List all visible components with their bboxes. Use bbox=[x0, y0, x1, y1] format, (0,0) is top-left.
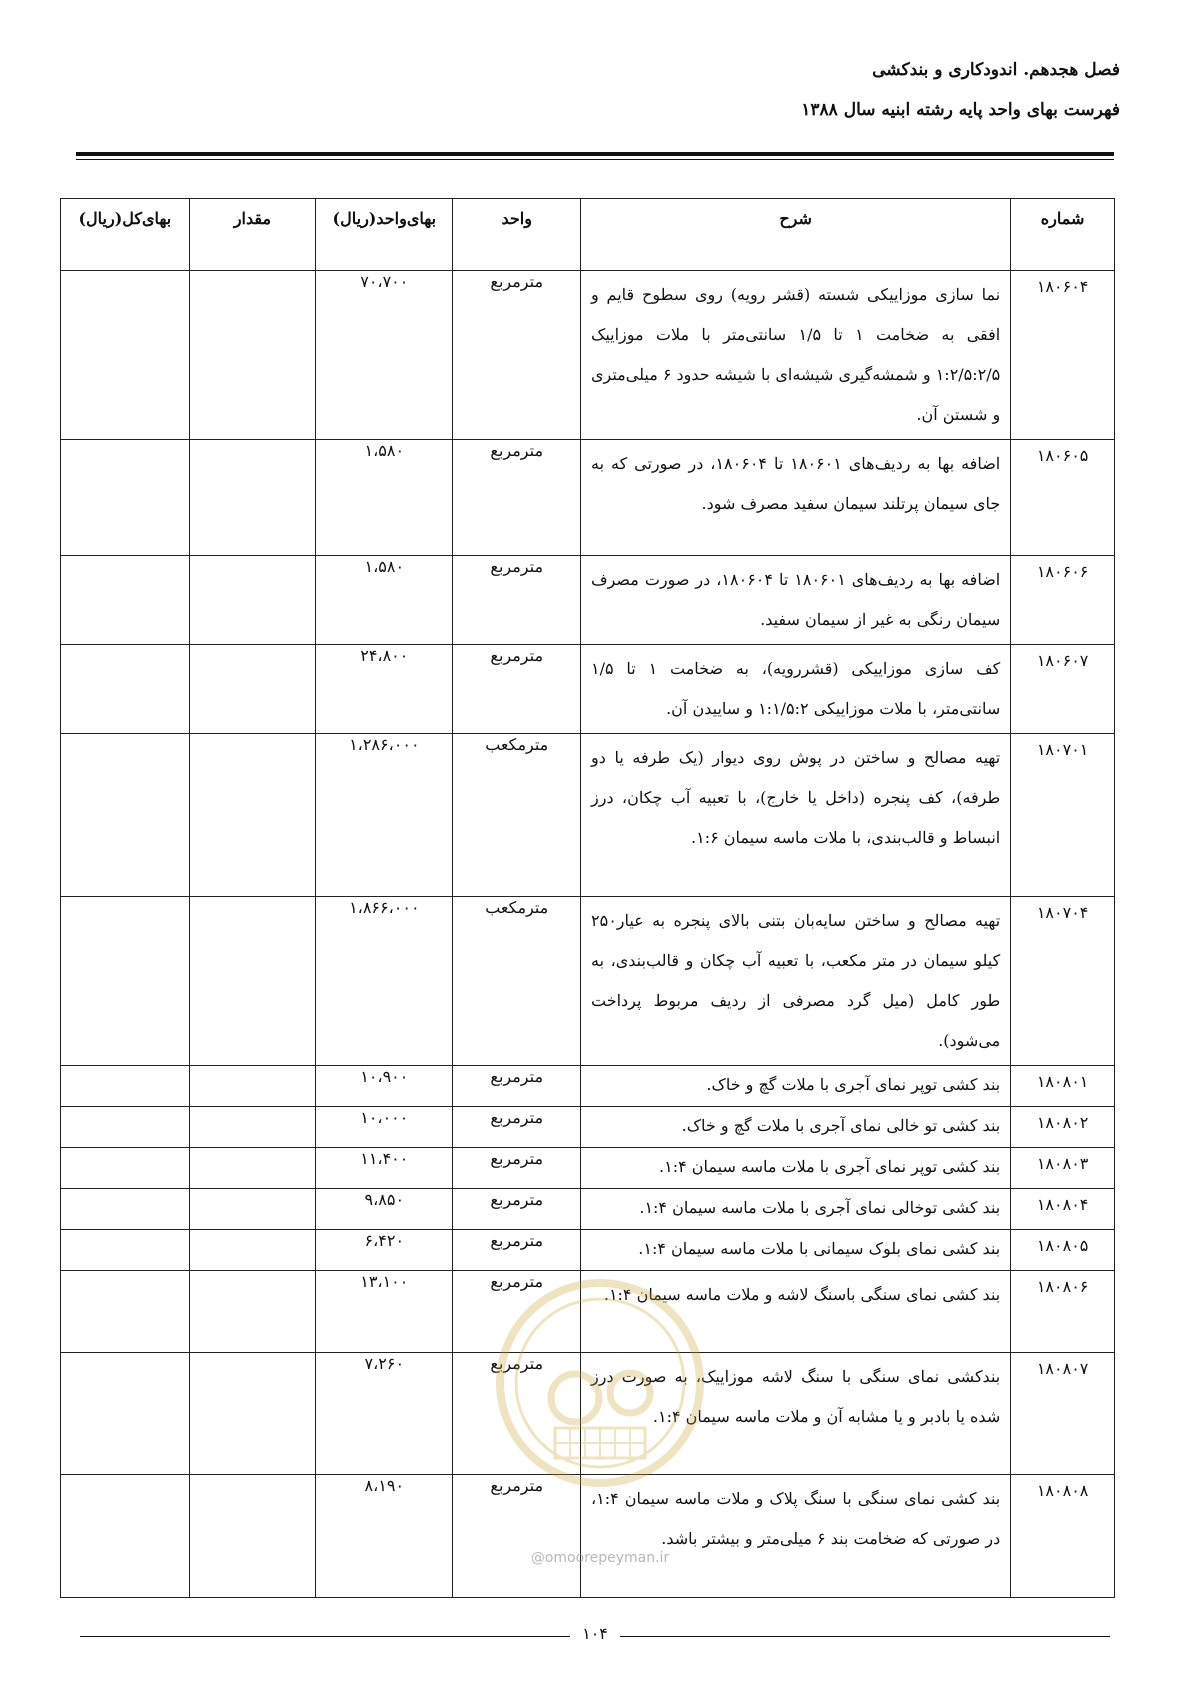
row-unit: مترمربع bbox=[453, 271, 581, 440]
row-number: ۱۸۰۸۰۵ bbox=[1011, 1230, 1115, 1271]
column-header-unit-price: بهای‌واحد(ریال) bbox=[316, 199, 453, 271]
row-quantity bbox=[189, 556, 315, 645]
row-unit-price: ۷۰،۷۰۰ bbox=[316, 271, 453, 440]
row-quantity bbox=[189, 1148, 315, 1189]
row-total-price bbox=[61, 440, 190, 556]
table-row bbox=[61, 440, 1115, 556]
row-unit: مترمربع bbox=[453, 1475, 581, 1598]
row-total-price bbox=[61, 734, 190, 897]
table-row bbox=[61, 1475, 1115, 1598]
row-total-price bbox=[61, 556, 190, 645]
watermark-text: @omoorepeyman.ir bbox=[530, 1550, 670, 1566]
row-description: بند کشی توخالی نمای آجری با ملات ماسه سیمان ۱:۴. bbox=[581, 1189, 1011, 1230]
table-header-row bbox=[61, 199, 1115, 271]
row-number: ۱۸۰۸۰۶ bbox=[1011, 1271, 1115, 1353]
row-unit-price: ۱،۲۸۶،۰۰۰ bbox=[316, 734, 453, 897]
row-total-price bbox=[61, 1230, 190, 1271]
row-number: ۱۸۰۸۰۳ bbox=[1011, 1148, 1115, 1189]
row-quantity bbox=[189, 1066, 315, 1107]
row-description: بند کشی تو خالی نمای آجری با ملات گچ و خاک. bbox=[581, 1107, 1011, 1148]
row-description: بند کشی توپر نمای آجری با ملات ماسه سیمان ۱:۴. bbox=[581, 1148, 1011, 1189]
row-unit-price: ۷،۲۶۰ bbox=[316, 1353, 453, 1475]
header-rule-thin bbox=[76, 159, 1114, 160]
row-quantity bbox=[189, 1189, 315, 1230]
row-unit: مترمکعب bbox=[453, 897, 581, 1066]
row-unit-price: ۱،۵۸۰ bbox=[316, 556, 453, 645]
row-description: بند کشی نمای سنگی با سنگ پلاک و ملات ماسه سیمان ۱:۴، در صورتی که ضخامت بند ۶ میلی‌متر و بیشتر باشد. bbox=[581, 1475, 1011, 1598]
row-description: تهیه مصالح و ساختن سایه‌بان بتنی بالای پنجره به عیار۲۵۰ کیلو سیمان در متر مکعب، با تعبیه آب چکان و قالب‌بندی، به طور کامل (میل گرد مصرفی از ردیف مربوط پرداخت می‌شود). bbox=[581, 897, 1011, 1066]
row-unit: مترمربع bbox=[453, 556, 581, 645]
footer-rule-left bbox=[80, 1636, 570, 1637]
table-row bbox=[61, 1148, 1115, 1189]
row-description: بند کشی توپر نمای آجری با ملات گچ و خاک. bbox=[581, 1066, 1011, 1107]
watermark-seal-icon bbox=[495, 1278, 705, 1488]
row-description: بند کشی نمای بلوک سیمانی با ملات ماسه سیمان ۱:۴. bbox=[581, 1230, 1011, 1271]
row-unit-price: ۶،۴۲۰ bbox=[316, 1230, 453, 1271]
row-total-price bbox=[61, 1475, 190, 1598]
row-total-price bbox=[61, 271, 190, 440]
row-unit: مترمربع bbox=[453, 1189, 581, 1230]
row-unit-price: ۱۰،۰۰۰ bbox=[316, 1107, 453, 1148]
header-rule-thick bbox=[76, 152, 1114, 156]
table-row bbox=[61, 897, 1115, 1066]
row-number: ۱۸۰۸۰۷ bbox=[1011, 1353, 1115, 1475]
row-total-price bbox=[61, 1107, 190, 1148]
row-unit-price: ۱،۸۶۶،۰۰۰ bbox=[316, 897, 453, 1066]
row-description: نما سازی موزاییکی شسته (قشر رویه) روی سطوح قایم و افقی به ضخامت ۱ تا ۱/۵ سانتی‌متر با ملات موزاییک ۱:۲/۵:۲/۵ و شمشه‌گیری شیشه‌ای با شیشه حدود ۶ میلی‌متری و شستن آن. bbox=[581, 271, 1011, 440]
row-number: ۱۸۰۸۰۱ bbox=[1011, 1066, 1115, 1107]
row-description: اضافه بها به ردیف‌های ۱۸۰۶۰۱ تا ۱۸۰۶۰۴، در صورت مصرف سیمان رنگی به غیر از سیمان سفید. bbox=[581, 556, 1011, 645]
row-quantity bbox=[189, 645, 315, 734]
table-row bbox=[61, 1066, 1115, 1107]
row-description: تهیه مصالح و ساختن در پوش روی دیوار (یک طرفه یا دو طرفه)، کف پنجره (داخل یا خارج)، با تعبیه آب چکان، درز انبساط و قالب‌بندی، با ملات ماسه سیمان ۱:۶. bbox=[581, 734, 1011, 897]
row-unit: مترمربع bbox=[453, 440, 581, 556]
row-number: ۱۸۰۶۰۴ bbox=[1011, 271, 1115, 440]
row-unit-price: ۱۰،۹۰۰ bbox=[316, 1066, 453, 1107]
row-total-price bbox=[61, 1148, 190, 1189]
row-number: ۱۸۰۸۰۴ bbox=[1011, 1189, 1115, 1230]
row-quantity bbox=[189, 1271, 315, 1353]
row-total-price bbox=[61, 1271, 190, 1353]
row-unit: مترمربع bbox=[453, 1148, 581, 1189]
row-total-price bbox=[61, 1353, 190, 1475]
page-header bbox=[70, 60, 1120, 126]
table-row bbox=[61, 1189, 1115, 1230]
page-number: ۱۰۴ bbox=[582, 1624, 608, 1643]
row-unit: مترمربع bbox=[453, 1353, 581, 1475]
row-total-price bbox=[61, 1189, 190, 1230]
column-header-number: شماره bbox=[1011, 199, 1115, 271]
row-unit: مترمربع bbox=[453, 1107, 581, 1148]
row-unit-price: ۱۱،۴۰۰ bbox=[316, 1148, 453, 1189]
table-row bbox=[61, 556, 1115, 645]
row-quantity bbox=[189, 897, 315, 1066]
row-quantity bbox=[189, 271, 315, 440]
row-quantity bbox=[189, 1475, 315, 1598]
row-unit: مترمربع bbox=[453, 1271, 581, 1353]
table-row bbox=[61, 271, 1115, 440]
row-number: ۱۸۰۷۰۴ bbox=[1011, 897, 1115, 1066]
footer-rule-right bbox=[620, 1636, 1110, 1637]
column-header-total-price: بهای‌کل(ریال) bbox=[61, 199, 190, 271]
row-quantity bbox=[189, 1353, 315, 1475]
column-header-quantity: مقدار bbox=[189, 199, 315, 271]
row-total-price bbox=[61, 645, 190, 734]
row-quantity bbox=[189, 734, 315, 897]
column-header-unit: واحد bbox=[453, 199, 581, 271]
row-number: ۱۸۰۸۰۸ bbox=[1011, 1475, 1115, 1598]
table-row bbox=[61, 1230, 1115, 1271]
row-quantity bbox=[189, 1107, 315, 1148]
row-number: ۱۸۰۸۰۲ bbox=[1011, 1107, 1115, 1148]
row-unit: مترمکعب bbox=[453, 734, 581, 897]
document-subtitle: فهرست بهای واحد پایه رشته ابنیه سال ۱۳۸۸ bbox=[801, 100, 1120, 120]
row-unit-price: ۱۳،۱۰۰ bbox=[316, 1271, 453, 1353]
table-row bbox=[61, 1107, 1115, 1148]
chapter-title: فصل هجدهم. اندودکاری و بندکشی bbox=[872, 60, 1120, 80]
row-unit-price: ۱،۵۸۰ bbox=[316, 440, 453, 556]
row-description: بندکشی نمای سنگی با سنگ لاشه موزاییک، به صورت درز شده یا بادبر و یا مشابه آن و ملات ماسه سیمان ۱:۴. bbox=[581, 1353, 1011, 1475]
row-unit: مترمربع bbox=[453, 1230, 581, 1271]
row-unit: مترمربع bbox=[453, 1066, 581, 1107]
table-row bbox=[61, 645, 1115, 734]
row-description: بند کشی نمای سنگی باسنگ لاشه و ملات ماسه سیمان ۱:۴. bbox=[581, 1271, 1011, 1353]
row-number: ۱۸۰۷۰۱ bbox=[1011, 734, 1115, 897]
table-row bbox=[61, 734, 1115, 897]
row-number: ۱۸۰۶۰۶ bbox=[1011, 556, 1115, 645]
row-number: ۱۸۰۶۰۷ bbox=[1011, 645, 1115, 734]
row-unit-price: ۸،۱۹۰ bbox=[316, 1475, 453, 1598]
row-description: کف سازی موزاییکی (قشررویه)، به ضخامت ۱ تا ۱/۵ سانتی‌متر، با ملات موزاییکی ۱:۱/۵:۲ و ساییدن آن. bbox=[581, 645, 1011, 734]
row-total-price bbox=[61, 1066, 190, 1107]
row-unit-price: ۲۴،۸۰۰ bbox=[316, 645, 453, 734]
row-quantity bbox=[189, 1230, 315, 1271]
column-header-description: شرح bbox=[581, 199, 1011, 271]
row-quantity bbox=[189, 440, 315, 556]
row-unit: مترمربع bbox=[453, 645, 581, 734]
row-unit-price: ۹،۸۵۰ bbox=[316, 1189, 453, 1230]
row-number: ۱۸۰۶۰۵ bbox=[1011, 440, 1115, 556]
row-total-price bbox=[61, 897, 190, 1066]
row-description: اضافه بها به ردیف‌های ۱۸۰۶۰۱ تا ۱۸۰۶۰۴، در صورتی که به جای سیمان پرتلند سیمان سفید مصرف شود. bbox=[581, 440, 1011, 556]
